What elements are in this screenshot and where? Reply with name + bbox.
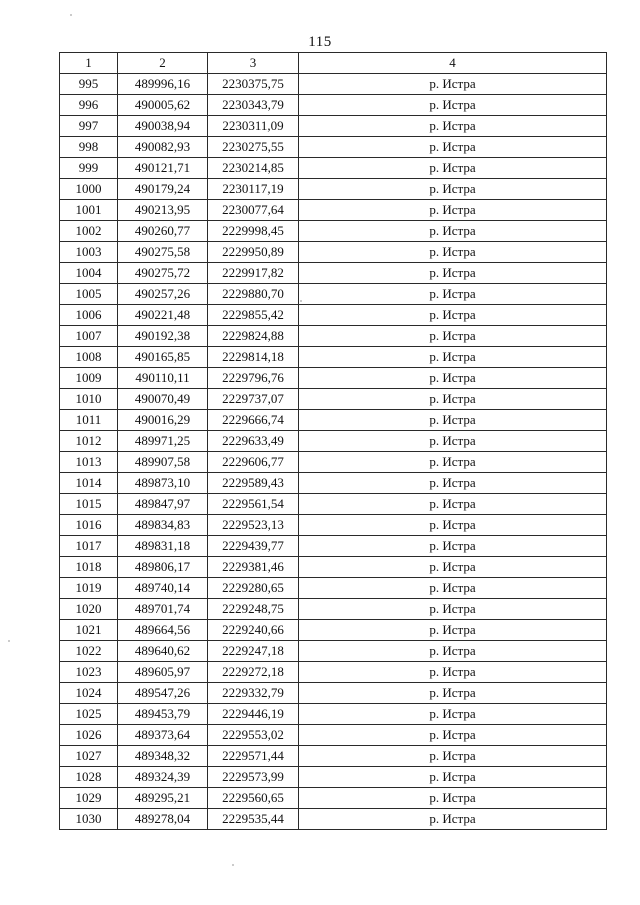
x-coordinate-cell: 490005,62 [118, 95, 208, 116]
description-cell: р. Истра [299, 368, 607, 389]
point-number-cell: 1008 [60, 347, 118, 368]
x-coordinate-cell: 489453,79 [118, 704, 208, 725]
point-number-cell: 1002 [60, 221, 118, 242]
scan-speck [8, 640, 10, 642]
x-coordinate-cell: 490275,72 [118, 263, 208, 284]
point-number-cell: 1021 [60, 620, 118, 641]
point-number-cell: 1013 [60, 452, 118, 473]
description-cell: р. Истра [299, 221, 607, 242]
table-row [60, 788, 607, 809]
point-number-cell: 999 [60, 158, 118, 179]
table-row [60, 704, 607, 725]
point-number-cell: 997 [60, 116, 118, 137]
y-coordinate-cell: 2229535,44 [208, 809, 299, 830]
description-cell: р. Истра [299, 158, 607, 179]
x-coordinate-cell: 490038,94 [118, 116, 208, 137]
table-row [60, 578, 607, 599]
table-row [60, 263, 607, 284]
description-cell: р. Истра [299, 788, 607, 809]
x-coordinate-cell: 489640,62 [118, 641, 208, 662]
y-coordinate-cell: 2229573,99 [208, 767, 299, 788]
point-number-cell: 1027 [60, 746, 118, 767]
description-cell: р. Истра [299, 74, 607, 95]
x-coordinate-cell: 489605,97 [118, 662, 208, 683]
description-cell: р. Истра [299, 494, 607, 515]
point-number-cell: 1012 [60, 431, 118, 452]
description-cell: р. Истра [299, 662, 607, 683]
point-number-cell: 995 [60, 74, 118, 95]
y-coordinate-cell: 2230214,85 [208, 158, 299, 179]
x-coordinate-cell: 490016,29 [118, 410, 208, 431]
description-cell: р. Истра [299, 305, 607, 326]
description-cell: р. Истра [299, 536, 607, 557]
table-row [60, 767, 607, 788]
y-coordinate-cell: 2229240,66 [208, 620, 299, 641]
table-row [60, 305, 607, 326]
point-number-cell: 996 [60, 95, 118, 116]
x-coordinate-cell: 490082,93 [118, 137, 208, 158]
table-row [60, 242, 607, 263]
header-col-3: 3 [208, 53, 299, 74]
point-number-cell: 1030 [60, 809, 118, 830]
point-number-cell: 1015 [60, 494, 118, 515]
table-row [60, 389, 607, 410]
y-coordinate-cell: 2230275,55 [208, 137, 299, 158]
coordinates-table [59, 52, 607, 830]
scan-speck [70, 14, 72, 16]
point-number-cell: 1020 [60, 599, 118, 620]
x-coordinate-cell: 489278,04 [118, 809, 208, 830]
y-coordinate-cell: 2229332,79 [208, 683, 299, 704]
point-number-cell: 998 [60, 137, 118, 158]
y-coordinate-cell: 2229272,18 [208, 662, 299, 683]
y-coordinate-cell: 2229917,82 [208, 263, 299, 284]
table-row [60, 368, 607, 389]
description-cell: р. Истра [299, 179, 607, 200]
point-number-cell: 1025 [60, 704, 118, 725]
point-number-cell: 1005 [60, 284, 118, 305]
y-coordinate-cell: 2229606,77 [208, 452, 299, 473]
y-coordinate-cell: 2230343,79 [208, 95, 299, 116]
point-number-cell: 1028 [60, 767, 118, 788]
table-row [60, 809, 607, 830]
x-coordinate-cell: 490257,26 [118, 284, 208, 305]
point-number-cell: 1000 [60, 179, 118, 200]
description-cell: р. Истра [299, 410, 607, 431]
point-number-cell: 1003 [60, 242, 118, 263]
x-coordinate-cell: 490110,11 [118, 368, 208, 389]
x-coordinate-cell: 489701,74 [118, 599, 208, 620]
page-number: 115 [308, 34, 332, 50]
point-number-cell: 1026 [60, 725, 118, 746]
x-coordinate-cell: 489740,14 [118, 578, 208, 599]
x-coordinate-cell: 489873,10 [118, 473, 208, 494]
point-number-cell: 1009 [60, 368, 118, 389]
table-row [60, 557, 607, 578]
y-coordinate-cell: 2229560,65 [208, 788, 299, 809]
point-number-cell: 1024 [60, 683, 118, 704]
table-row [60, 515, 607, 536]
x-coordinate-cell: 489324,39 [118, 767, 208, 788]
point-number-cell: 1014 [60, 473, 118, 494]
x-coordinate-cell: 489295,21 [118, 788, 208, 809]
table-row [60, 95, 607, 116]
table-row [60, 326, 607, 347]
y-coordinate-cell: 2229247,18 [208, 641, 299, 662]
y-coordinate-cell: 2229998,45 [208, 221, 299, 242]
table-row [60, 494, 607, 515]
x-coordinate-cell: 490165,85 [118, 347, 208, 368]
description-cell: р. Истра [299, 683, 607, 704]
description-cell: р. Истра [299, 704, 607, 725]
x-coordinate-cell: 490121,71 [118, 158, 208, 179]
table-row [60, 662, 607, 683]
description-cell: р. Истра [299, 620, 607, 641]
table-header [60, 53, 607, 74]
x-coordinate-cell: 489834,83 [118, 515, 208, 536]
x-coordinate-cell: 489847,97 [118, 494, 208, 515]
x-coordinate-cell: 489348,32 [118, 746, 208, 767]
description-cell: р. Истра [299, 347, 607, 368]
table-row [60, 221, 607, 242]
description-cell: р. Истра [299, 809, 607, 830]
x-coordinate-cell: 490070,49 [118, 389, 208, 410]
y-coordinate-cell: 2229633,49 [208, 431, 299, 452]
table-row [60, 641, 607, 662]
table-row [60, 599, 607, 620]
y-coordinate-cell: 2229824,88 [208, 326, 299, 347]
table-row [60, 410, 607, 431]
x-coordinate-cell: 489907,58 [118, 452, 208, 473]
description-cell: р. Истра [299, 725, 607, 746]
table-row [60, 116, 607, 137]
table-row [60, 158, 607, 179]
description-cell: р. Истра [299, 578, 607, 599]
header-col-1: 1 [60, 53, 118, 74]
table-row [60, 284, 607, 305]
y-coordinate-cell: 2229446,19 [208, 704, 299, 725]
y-coordinate-cell: 2229439,77 [208, 536, 299, 557]
x-coordinate-cell: 490179,24 [118, 179, 208, 200]
header-col-2: 2 [118, 53, 208, 74]
point-number-cell: 1004 [60, 263, 118, 284]
x-coordinate-cell: 490221,48 [118, 305, 208, 326]
table-row [60, 179, 607, 200]
point-number-cell: 1018 [60, 557, 118, 578]
table-row [60, 536, 607, 557]
y-coordinate-cell: 2229523,13 [208, 515, 299, 536]
y-coordinate-cell: 2229589,43 [208, 473, 299, 494]
y-coordinate-cell: 2229571,44 [208, 746, 299, 767]
table-row [60, 137, 607, 158]
description-cell: р. Истра [299, 116, 607, 137]
x-coordinate-cell: 490192,38 [118, 326, 208, 347]
point-number-cell: 1010 [60, 389, 118, 410]
header-col-4: 4 [299, 53, 607, 74]
description-cell: р. Истра [299, 452, 607, 473]
table-row [60, 200, 607, 221]
point-number-cell: 1006 [60, 305, 118, 326]
x-coordinate-cell: 490275,58 [118, 242, 208, 263]
x-coordinate-cell: 489547,26 [118, 683, 208, 704]
description-cell: р. Истра [299, 557, 607, 578]
description-cell: р. Истра [299, 599, 607, 620]
table-row [60, 683, 607, 704]
y-coordinate-cell: 2229855,42 [208, 305, 299, 326]
y-coordinate-cell: 2230311,09 [208, 116, 299, 137]
header-row [60, 53, 607, 74]
y-coordinate-cell: 2229950,89 [208, 242, 299, 263]
scan-speck [232, 864, 234, 866]
y-coordinate-cell: 2229737,07 [208, 389, 299, 410]
y-coordinate-cell: 2229381,46 [208, 557, 299, 578]
y-coordinate-cell: 2229814,18 [208, 347, 299, 368]
point-number-cell: 1029 [60, 788, 118, 809]
description-cell: р. Истра [299, 200, 607, 221]
table-row [60, 431, 607, 452]
x-coordinate-cell: 490260,77 [118, 221, 208, 242]
scan-speck [300, 300, 302, 302]
point-number-cell: 1007 [60, 326, 118, 347]
y-coordinate-cell: 2229280,65 [208, 578, 299, 599]
y-coordinate-cell: 2229553,02 [208, 725, 299, 746]
table-row [60, 725, 607, 746]
y-coordinate-cell: 2229796,76 [208, 368, 299, 389]
table-body [60, 74, 607, 830]
y-coordinate-cell: 2230375,75 [208, 74, 299, 95]
point-number-cell: 1016 [60, 515, 118, 536]
y-coordinate-cell: 2229561,54 [208, 494, 299, 515]
y-coordinate-cell: 2229248,75 [208, 599, 299, 620]
description-cell: р. Истра [299, 242, 607, 263]
x-coordinate-cell: 489373,64 [118, 725, 208, 746]
table-row [60, 452, 607, 473]
x-coordinate-cell: 489664,56 [118, 620, 208, 641]
table-row [60, 74, 607, 95]
description-cell: р. Истра [299, 137, 607, 158]
y-coordinate-cell: 2230077,64 [208, 200, 299, 221]
description-cell: р. Истра [299, 746, 607, 767]
description-cell: р. Истра [299, 263, 607, 284]
point-number-cell: 1019 [60, 578, 118, 599]
description-cell: р. Истра [299, 326, 607, 347]
point-number-cell: 1022 [60, 641, 118, 662]
description-cell: р. Истра [299, 431, 607, 452]
description-cell: р. Истра [299, 389, 607, 410]
point-number-cell: 1023 [60, 662, 118, 683]
table-row [60, 620, 607, 641]
x-coordinate-cell: 489996,16 [118, 74, 208, 95]
description-cell: р. Истра [299, 767, 607, 788]
y-coordinate-cell: 2229666,74 [208, 410, 299, 431]
description-cell: р. Истра [299, 641, 607, 662]
table-row [60, 473, 607, 494]
table-row [60, 347, 607, 368]
x-coordinate-cell: 489971,25 [118, 431, 208, 452]
description-cell: р. Истра [299, 515, 607, 536]
x-coordinate-cell: 490213,95 [118, 200, 208, 221]
description-cell: р. Истра [299, 95, 607, 116]
x-coordinate-cell: 489806,17 [118, 557, 208, 578]
x-coordinate-cell: 489831,18 [118, 536, 208, 557]
y-coordinate-cell: 2230117,19 [208, 179, 299, 200]
description-cell: р. Истра [299, 284, 607, 305]
point-number-cell: 1017 [60, 536, 118, 557]
point-number-cell: 1011 [60, 410, 118, 431]
description-cell: р. Истра [299, 473, 607, 494]
y-coordinate-cell: 2229880,70 [208, 284, 299, 305]
table-row [60, 746, 607, 767]
point-number-cell: 1001 [60, 200, 118, 221]
